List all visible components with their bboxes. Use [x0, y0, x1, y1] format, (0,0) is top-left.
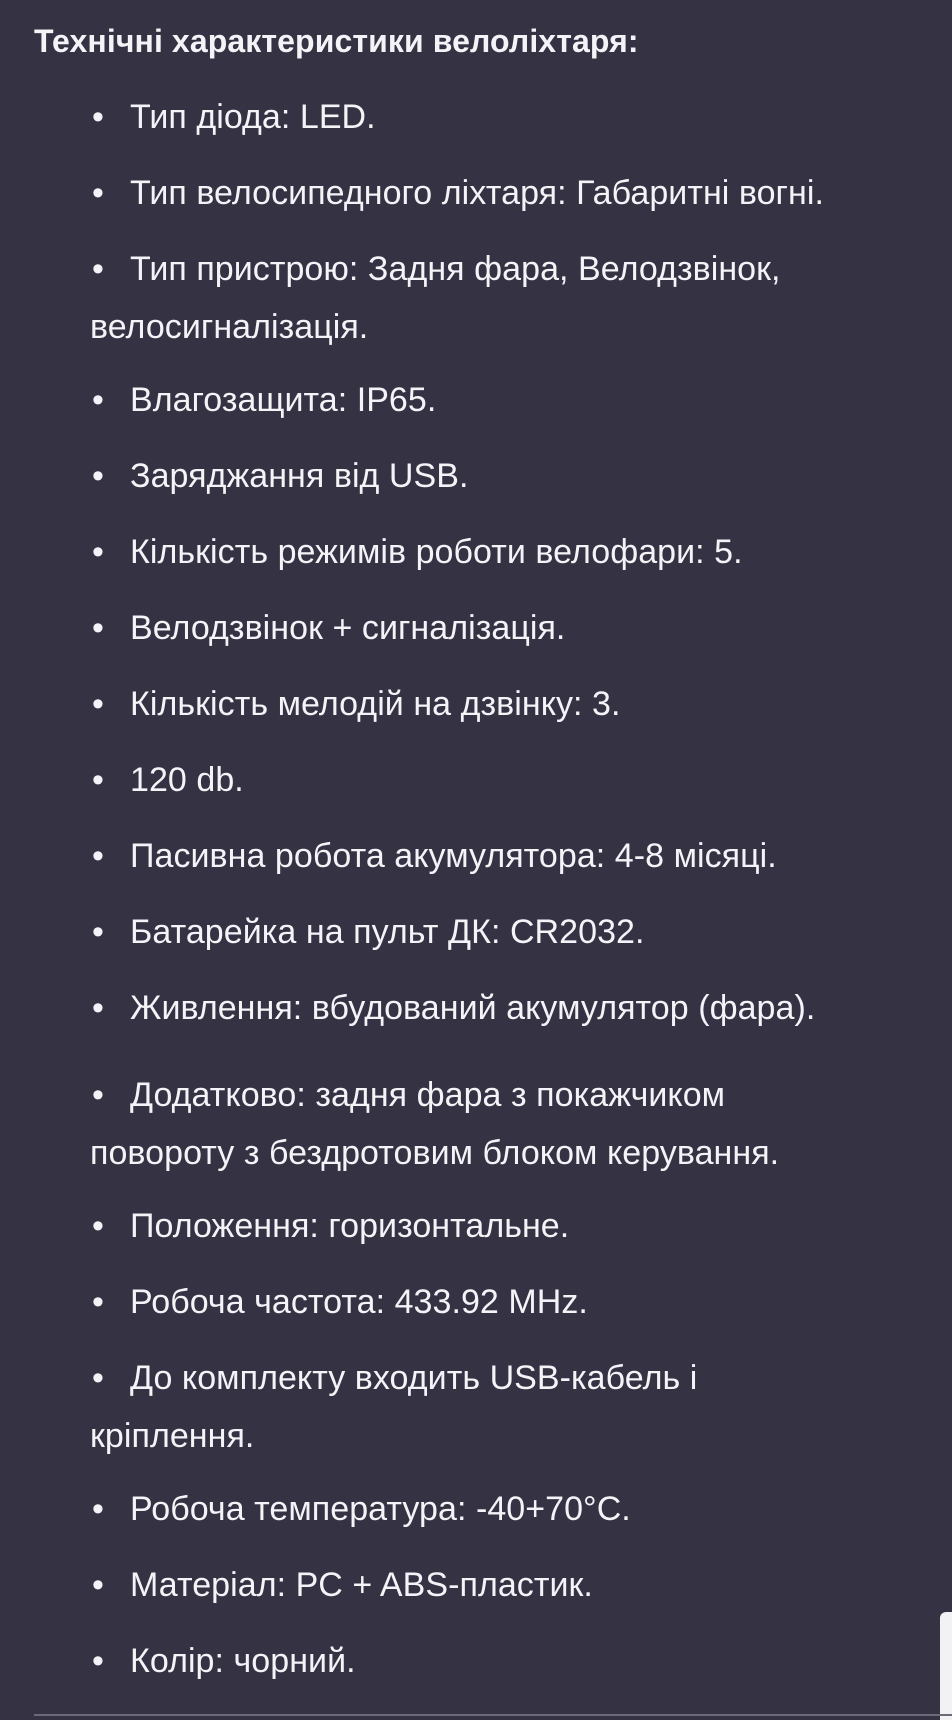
spec-item-device-type [92, 240, 952, 356]
spec-text: Велодзвінок + сигналізація. [130, 609, 566, 647]
spec-text: 120 db. [130, 761, 244, 799]
spec-text-line-1: До комплекту входить USB-кабель і [130, 1359, 698, 1397]
bullet-icon: • [92, 1642, 104, 1680]
spec-item-frequency [92, 1273, 952, 1331]
spec-text: Кількість мелодій на дзвінку: 3. [130, 685, 621, 723]
spec-item-power [92, 979, 952, 1037]
spec-item-light-type [92, 164, 952, 222]
spec-text: Тип діода: LED. [130, 98, 376, 136]
spec-text-line-2: велосигналізація. [90, 308, 369, 346]
spec-item-package-contents [92, 1349, 952, 1465]
bullet-icon: • [92, 837, 104, 875]
spec-text: Пасивна робота акумулятора: 4-8 місяці. [130, 837, 777, 875]
spec-item-battery-passive [92, 827, 952, 885]
spec-text: Робоча температура: -40+70°C. [130, 1490, 631, 1528]
bullet-icon: • [92, 609, 104, 647]
bullet-icon: • [92, 1076, 104, 1114]
bullet-icon: • [92, 1207, 104, 1245]
specifications-heading: Технічні характеристики велоліхтаря: [34, 23, 639, 59]
spec-item-temperature [92, 1480, 952, 1538]
spec-text-line-1: Додатково: задня фара з покажчиком [130, 1076, 726, 1114]
spec-text: Живлення: вбудований акумулятор (фара). [130, 989, 816, 1027]
bullet-icon: • [92, 250, 104, 288]
spec-item-additional [92, 1066, 952, 1182]
bullet-icon: • [92, 685, 104, 723]
bullet-icon: • [92, 174, 104, 212]
spec-item-position [92, 1197, 952, 1255]
bullet-icon: • [92, 381, 104, 419]
spec-item-water-protection [92, 371, 952, 429]
spec-item-bell-alarm [92, 599, 952, 657]
spec-item-material [92, 1556, 952, 1614]
spec-text-line-2: кріплення. [90, 1417, 255, 1455]
bullet-icon: • [92, 1283, 104, 1321]
bullet-icon: • [92, 989, 104, 1027]
spec-text: Тип велосипедного ліхтаря: Габаритні вогні. [130, 174, 824, 212]
spec-item-diode-type [92, 88, 952, 146]
scrollbar-thumb[interactable] [940, 1612, 952, 1720]
bullet-icon: • [92, 533, 104, 571]
spec-text: Робоча частота: 433.92 MHz. [130, 1283, 588, 1321]
bullet-icon: • [92, 761, 104, 799]
spec-text: Влагозащита: IP65. [130, 381, 437, 419]
spec-text: Кількість режимів роботи велофари: 5. [130, 533, 743, 571]
bullet-icon: • [92, 98, 104, 136]
spec-text-line-2: повороту з бездротовим блоком керування. [90, 1134, 780, 1172]
bullet-icon: • [92, 1359, 104, 1397]
bullet-icon: • [92, 1566, 104, 1604]
spec-item-melodies [92, 675, 952, 733]
spec-text: Положення: горизонтальне. [130, 1207, 570, 1245]
spec-item-remote-battery [92, 903, 952, 961]
spec-item-light-modes [92, 523, 952, 581]
spec-text: Заряджання від USB. [130, 457, 469, 495]
bullet-icon: • [92, 913, 104, 951]
spec-text-line-1: Тип пристрою: Задня фара, Велодзвінок, [130, 250, 781, 288]
bullet-icon: • [92, 457, 104, 495]
bullet-icon: • [92, 1490, 104, 1528]
spec-text: Батарейка на пульт ДК: CR2032. [130, 913, 645, 951]
spec-text: Колір: чорний. [130, 1642, 356, 1680]
spec-item-color [92, 1632, 952, 1690]
spec-text: Матеріал: PC + ABS-пластик. [130, 1566, 593, 1604]
spec-item-usb-charging [92, 447, 952, 505]
spec-item-volume [92, 751, 952, 809]
section-divider [34, 1714, 952, 1716]
